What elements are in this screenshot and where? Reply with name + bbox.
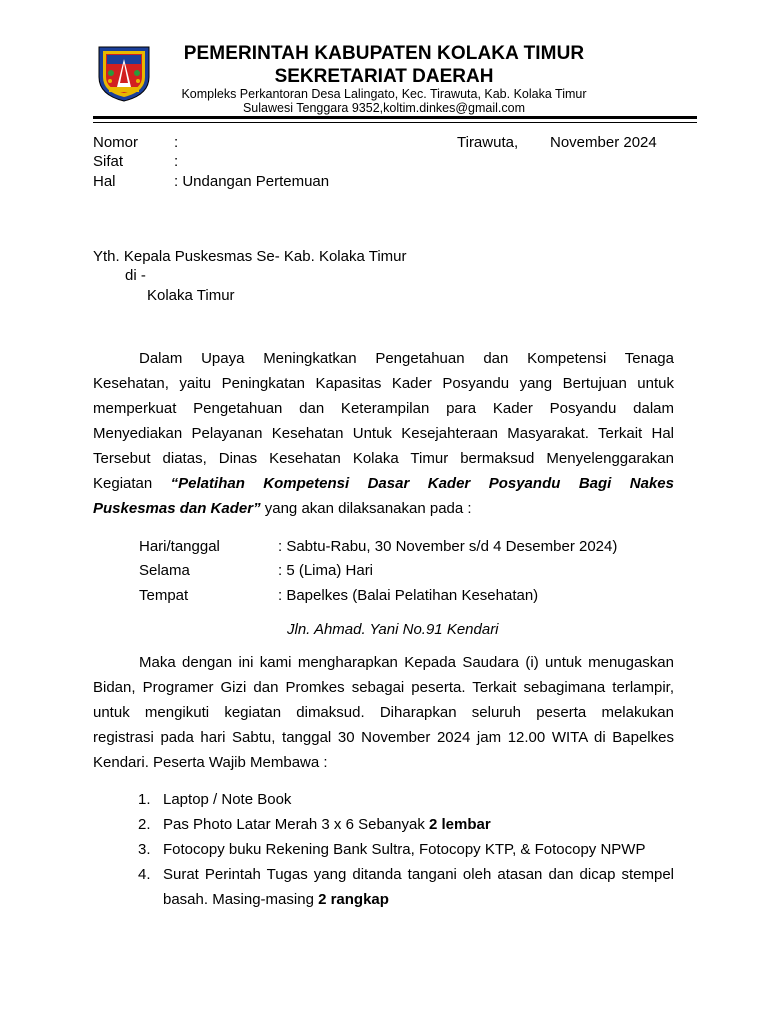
detail-value-place: : Bapelkes (Balai Pelatihan Kesehatan) bbox=[278, 587, 539, 604]
detail-label-date: Hari/tanggal bbox=[139, 538, 220, 555]
requirement-text: Pas Photo Latar Merah 3 x 6 Sebanyak bbox=[163, 816, 429, 833]
para1-line: Menyediakan Pelayanan Kesehatan Untuk Kesejahteraan Masyarakat. Terkait Hal bbox=[93, 425, 674, 442]
nomor-colon: : bbox=[174, 134, 179, 151]
requirement-bold: 2 rangkap bbox=[318, 891, 389, 908]
detail-value-duration: : 5 (Lima) Hari bbox=[278, 562, 374, 579]
letterhead-rule-thin bbox=[93, 122, 697, 123]
letterhead-rule-thick bbox=[93, 116, 697, 119]
requirement-item bbox=[93, 812, 674, 837]
requirement-item bbox=[93, 862, 674, 912]
org-name-line2: SEKRETARIAT DAERAH bbox=[274, 66, 494, 87]
requirement-text: Fotocopy buku Rekening Bank Sultra, Fotocopy KTP, & Fotocopy NPWP bbox=[163, 841, 646, 858]
event-title-part2: Puskesmas dan Kader” bbox=[93, 500, 261, 517]
para2-line: untuk mengikuti kegiatan dimaksud. Diharapkan seluruh peserta melakukan bbox=[93, 704, 674, 721]
letter-date: November 2024 bbox=[550, 134, 657, 151]
para2-line: Bidan, Programer Gizi dan Promkes sebagai peserta. Terkait sebagimana terlampir, bbox=[93, 679, 674, 696]
regency-emblem-icon bbox=[95, 43, 153, 103]
detail-label-place: Tempat bbox=[139, 587, 189, 604]
para1-line-6 bbox=[93, 471, 674, 496]
para2-line: registrasi pada hari Sabtu, tanggal 30 November 2024 jam 12.00 WITA di Bapelkes bbox=[93, 729, 674, 746]
org-address-line2: Sulawesi Tenggara 9352,koltim.dinkes@gmail.com bbox=[242, 101, 526, 115]
requirement-bold: 2 lembar bbox=[429, 816, 491, 833]
para2-line: Kendari. Peserta Wajib Membawa : bbox=[93, 754, 328, 771]
requirement-number: 1. bbox=[138, 791, 151, 808]
recipient-line3: Kolaka Timur bbox=[147, 287, 235, 304]
body-paragraph-1 bbox=[93, 346, 674, 521]
recipient-line1: Yth. Kepala Puskesmas Se- Kab. Kolaka Timur bbox=[93, 248, 407, 265]
event-title-part1: “Pelatihan Kompetensi Dasar Kader Posyandu Bagi Nakes bbox=[170, 475, 674, 492]
requirement-item bbox=[93, 787, 674, 812]
detail-value-date: : Sabtu-Rabu, 30 November s/d 4 Desember 2024) bbox=[278, 538, 618, 555]
body-paragraph-2 bbox=[93, 650, 674, 775]
hal-label: Hal bbox=[93, 173, 116, 190]
venue-address: Jln. Ahmad. Yani No.91 Kendari bbox=[287, 621, 499, 638]
nomor-label: Nomor bbox=[93, 134, 139, 151]
requirement-number: 2. bbox=[138, 816, 151, 833]
org-address-line1: Kompleks Perkantoran Desa Lalingato, Kec. Tirawuta, Kab. Kolaka Timur bbox=[181, 87, 587, 101]
requirement-number: 3. bbox=[138, 841, 151, 858]
para1-line: Tersebut diatas, Dinas Kesehatan Kolaka Timur bermaksud Menyelenggarakan bbox=[93, 450, 674, 467]
recipient-line2: di - bbox=[125, 267, 146, 284]
letter-place: Tirawuta, bbox=[457, 134, 519, 151]
sifat-label: Sifat bbox=[93, 153, 124, 170]
requirement-text-cont: basah. Masing-masing bbox=[163, 891, 319, 908]
sifat-colon: : bbox=[174, 153, 179, 170]
requirement-item bbox=[93, 837, 674, 862]
requirements-list bbox=[93, 787, 674, 912]
para2-line: Maka dengan ini kami mengharapkan Kepada Saudara (i) untuk menugaskan bbox=[139, 654, 674, 671]
requirement-text: Laptop / Note Book bbox=[163, 791, 292, 808]
para1-suffix: yang akan dilaksanakan pada : bbox=[260, 500, 472, 517]
org-name-line1: PEMERINTAH KABUPATEN KOLAKA TIMUR bbox=[183, 43, 585, 64]
hal-value: : Undangan Pertemuan bbox=[174, 173, 330, 190]
para1-line: memperkuat Pengetahuan dan Keterampilan para Kader Posyandu dalam bbox=[93, 400, 674, 417]
para1-line-7 bbox=[93, 496, 674, 521]
requirement-number: 4. bbox=[138, 866, 151, 883]
requirement-text: Surat Perintah Tugas yang ditanda tangani oleh atasan dan dicap stempel bbox=[163, 866, 674, 883]
detail-label-duration: Selama bbox=[139, 562, 190, 579]
para1-kegiatan: Kegiatan bbox=[93, 475, 153, 492]
para1-line: Kesehatan, yaitu Peningkatan Kapasitas Kader Posyandu yang Bertujuan untuk bbox=[93, 375, 674, 392]
para1-line: Dalam Upaya Meningkatkan Pengetahuan dan Kompetensi Tenaga bbox=[139, 350, 674, 367]
